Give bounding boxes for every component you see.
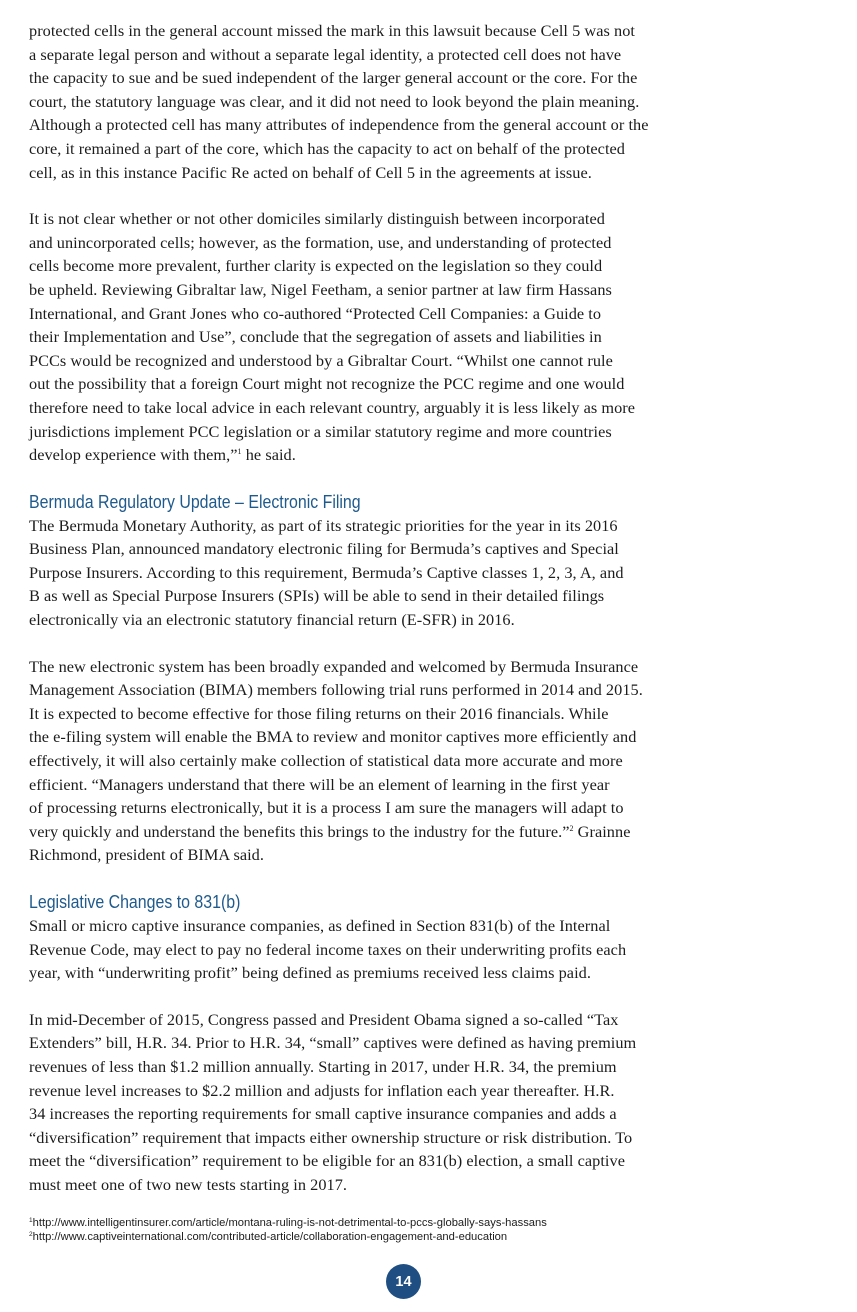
text-line: revenues of less than $1.2 million annually. Starting in 2017, under H.R. 34, the premium: [29, 1056, 617, 1076]
text-line: core, it remained a part of the core, which has the capacity to act on behalf of the protected: [29, 138, 625, 158]
text-line: PCCs would be recognized and understood by a Gibraltar Court. “Whilst one cannot rule: [29, 350, 613, 370]
text-line: of processing returns electronically, but it is a process I am sure the managers will adapt to: [29, 798, 624, 818]
footnote-2: [29, 1231, 547, 1245]
text-line: cell, as in this instance Pacific Re acted on behalf of Cell 5 in the agreements at issue.: [29, 162, 592, 182]
text-line: Business Plan, announced mandatory electronic filing for Bermuda’s captives and Special: [29, 539, 619, 559]
text-line: It is expected to become effective for those filing returns on their 2016 financials. While: [29, 703, 609, 723]
footnote-link[interactable]: http://www.captiveinternational.com/contributed-article/collaboration-engagement-and-education: [32, 1230, 508, 1243]
section-heading-831b: Legislative Changes to 831(b): [29, 891, 241, 912]
footnote-ref-2[interactable]: 2: [569, 823, 574, 833]
text-line: their Implementation and Use”, conclude that the segregation of assets and liabilities in: [29, 327, 602, 347]
paragraph-other-domiciles: [29, 207, 819, 467]
text-line: Extenders” bill, H.R. 34. Prior to H.R. 34, “small” captives were defined as having premium: [29, 1033, 637, 1053]
text-line: 34 increases the reporting requirements for small captive insurance companies and adds a: [29, 1104, 617, 1124]
text-line: Management Association (BIMA) members following trial runs performed in 2014 and 2015.: [29, 680, 643, 700]
text-line: International, and Grant Jones who co-authored “Protected Cell Companies: a Guide to: [29, 303, 602, 323]
footnote-number: 1: [29, 1217, 33, 1224]
text-line: meet the “diversification” requirement to be eligible for an 831(b) election, a small captive: [29, 1151, 625, 1171]
footnote-link[interactable]: http://www.intelligentinsurer.com/article/montana-ruling-is-not-detrimental-to-pccs-globally-says-hassans: [32, 1217, 547, 1229]
paragraph-bima-system: [29, 655, 819, 867]
footnote-number: 2: [29, 1230, 33, 1238]
text-line: It is not clear whether or not other domiciles similarly distinguish between incorporated: [29, 209, 605, 229]
page-number-badge: [386, 1264, 421, 1299]
text-line: cells become more prevalent, further clarity is expected on the legislation so they could: [29, 256, 603, 276]
footnotes: [29, 1217, 547, 1244]
text-line: and unincorporated cells; however, as the formation, use, and understanding of protected: [29, 232, 612, 252]
footnote-1: [29, 1217, 547, 1231]
text-run: Grainne: [573, 821, 631, 841]
text-line: jurisdictions implement PCC legislation or a similar statutory regime and more countries: [29, 421, 612, 441]
text-line: In mid-December of 2015, Congress passed and President Obama signed a so-called “Tax: [29, 1009, 619, 1029]
text-line: be upheld. Reviewing Gibraltar law, Nigel Feetham, a senior partner at law firm Hassans: [29, 279, 612, 299]
text-line: [29, 820, 819, 844]
text-line: B as well as Special Purpose Insurers (SPIs) will be able to send in their detailed filings: [29, 586, 605, 606]
text-run: he said.: [241, 445, 296, 465]
text-line: [29, 443, 819, 467]
text-line: Although a protected cell has many attributes of independence from the general account or the: [29, 115, 649, 135]
text-line: Revenue Code, may elect to pay no federal income taxes on their underwriting profits each: [29, 939, 627, 959]
text-line: must meet one of two new tests starting in 2017.: [29, 1174, 348, 1194]
text-line: The new electronic system has been broadly expanded and welcomed by Bermuda Insurance: [29, 656, 639, 676]
text-line: Purpose Insurers. According to this requirement, Bermuda’s Captive classes 1, 2, 3, A, and: [29, 562, 624, 582]
footnote-ref-1[interactable]: 1: [237, 447, 242, 457]
text-run: very quickly and understand the benefits this brings to the industry for the future.”: [29, 821, 570, 841]
text-line: effectively, it will also certainly make collection of statistical data more accurate and more: [29, 751, 623, 771]
text-line: the e-filing system will enable the BMA to review and monitor captives more efficiently and: [29, 727, 637, 747]
article-body: [29, 0, 819, 1197]
text-line: therefore need to take local advice in each relevant country, arguably it is less likely as more: [29, 397, 636, 417]
text-line: Small or micro captive insurance companies, as defined in Section 831(b) of the Internal: [29, 916, 611, 935]
text-line: revenue level increases to $2.2 million and adjusts for inflation each year thereafter. H.R.: [29, 1080, 615, 1100]
text-run: develop experience with them,”: [29, 445, 238, 465]
paragraph-pcc-ruling: [29, 19, 819, 184]
text-line: Richmond, president of BIMA said.: [29, 845, 264, 865]
text-line: the capacity to sue and be sued independent of the larger general account or the core. For the: [29, 68, 638, 88]
section-heading-bermuda: Bermuda Regulatory Update – Electronic Filing: [29, 490, 361, 512]
text-line: The Bermuda Monetary Authority, as part of its strategic priorities for the year in its 2016: [29, 515, 618, 535]
text-line: court, the statutory language was clear, and it did not need to look beyond the plain meaning.: [29, 91, 640, 111]
text-line: efficient. “Managers understand that there will be an element of learning in the first year: [29, 774, 610, 794]
paragraph-tax-extenders: [29, 1008, 819, 1197]
text-line: electronically via an electronic statutory financial return (E-SFR) in 2016.: [29, 610, 515, 630]
paragraph-micro-captives: [29, 914, 819, 985]
text-line: year, with “underwriting profit” being defined as premiums received less claims paid.: [29, 963, 591, 983]
text-line: protected cells in the general account missed the mark in this lawsuit because Cell 5 was not: [29, 21, 635, 40]
paragraph-bma-efiling: [29, 514, 819, 632]
page-number: 14: [395, 1273, 412, 1290]
text-line: out the possibility that a foreign Court might not recognize the PCC regime and one would: [29, 374, 625, 394]
text-line: “diversification” requirement that impacts either ownership structure or risk distribution. To: [29, 1127, 633, 1147]
text-line: a separate legal person and without a separate legal identity, a protected cell does not have: [29, 44, 622, 64]
